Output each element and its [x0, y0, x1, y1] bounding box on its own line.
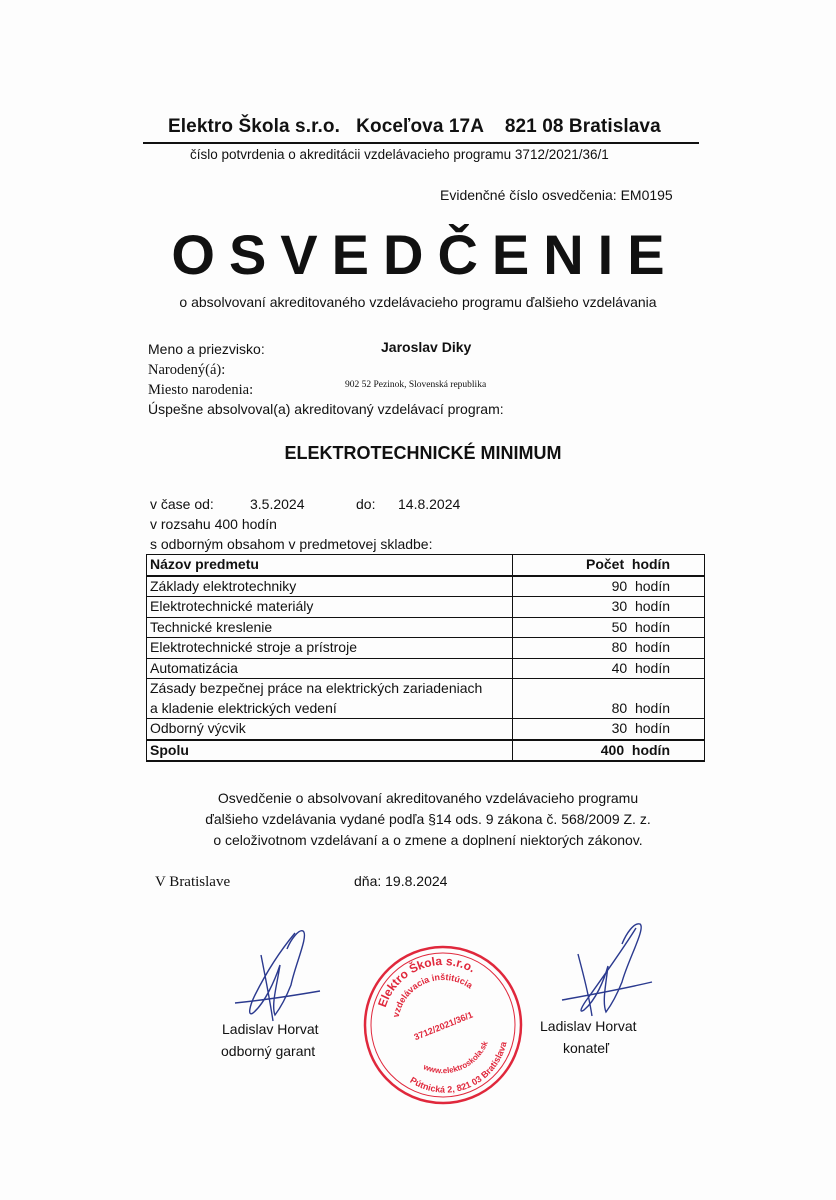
signature-right-name: Ladislav Horvat	[540, 1018, 637, 1034]
period-to-label: do:	[356, 496, 376, 512]
signature-right-image	[548, 920, 658, 1020]
accreditation-number: číslo potvrdenia o akreditácii vzdelávacieho programu 3712/2021/36/1	[190, 147, 609, 162]
table-row	[147, 617, 705, 638]
period-to-value: 14.8.2024	[398, 496, 461, 512]
stamp-number: 3712/2021/36/1	[412, 1009, 475, 1043]
table-row	[147, 679, 705, 699]
signature-left-role: odborný garant	[221, 1043, 316, 1059]
signature-left-image	[225, 925, 335, 1025]
period-from-value: 3.5.2024	[250, 496, 305, 512]
company-city: 821 08 Bratislava	[504, 116, 661, 137]
stamp-inner-bottom: www.elektroskola.sk	[422, 1039, 490, 1076]
company-name: Elektro Škola s.r.o.	[168, 116, 341, 137]
birthplace-value: 902 52 Pezinok, Slovenská republika	[345, 380, 487, 390]
table-row	[147, 576, 705, 597]
table-header-row	[147, 555, 705, 576]
table-row	[147, 597, 705, 618]
signature-left-name: Ladislav Horvat	[222, 1021, 319, 1037]
subject-hours: 90 hodín	[513, 576, 705, 597]
subject-hours: 40 hodín	[513, 658, 705, 679]
stamp-outer-top: Elektro Škola s.r.o.	[375, 953, 478, 1009]
evidence-number	[440, 187, 673, 203]
table-row	[147, 699, 705, 719]
date-line	[354, 873, 447, 889]
evidence-label: Evidenčné číslo osvedčenia:	[440, 187, 617, 203]
document-title: OSVEDČENIE	[171, 223, 679, 286]
period-from-label: v čase od:	[150, 496, 214, 512]
subject-name: Automatizácia	[147, 658, 513, 679]
birthplace-label: Miesto narodenia:	[148, 382, 254, 398]
place-text: V Bratislave	[155, 874, 231, 890]
subject-name: Odborný výcvik	[147, 719, 513, 740]
name-label: Meno a priezvisko:	[148, 341, 265, 357]
table-header-subject: Názov predmetu	[147, 555, 513, 576]
scope-text: v rozsahu 400 hodín	[150, 516, 277, 532]
legal-note-line-1: Osvedčenie o absolvovaní akreditovaného vzdelávacieho programu	[217, 790, 639, 806]
subjects-table	[146, 554, 705, 762]
stamp-outer-bottom: Pútnická 2, 821 03 Bratislava	[408, 1040, 509, 1095]
company-street: Koceľova 17A	[356, 116, 484, 137]
table-row	[147, 719, 705, 740]
document-subtitle: o absolvovaní akreditovaného vzdelávacieho programu ďalšieho vzdelávania	[179, 294, 657, 310]
evidence-value: EM0195	[620, 187, 673, 203]
subject-name: a kladenie elektrických vedení	[147, 699, 513, 719]
completed-label: Úspešne absolvoval(a) akreditovaný vzdelávací program:	[148, 401, 504, 417]
table-header-hours: Počet hodín	[513, 555, 705, 576]
legal-note-line-3: o celoživotnom vzdelávaní a o zmene a doplnení niektorých zákonov.	[213, 832, 643, 848]
table-row	[147, 658, 705, 679]
subject-name: Základy elektrotechniky	[147, 576, 513, 597]
subject-hours: 50 hodín	[513, 617, 705, 638]
subject-name: Zásady bezpečnej práce na elektrických zariadeniach	[147, 679, 513, 699]
table-row	[147, 638, 705, 659]
subject-name: Elektrotechnické stroje a prístroje	[147, 638, 513, 659]
name-value: Jaroslav Diky	[381, 339, 472, 355]
subject-name: Technické kreslenie	[147, 617, 513, 638]
legal-note-line-2: ďalšieho vzdelávania vydané podľa §14 ods. 9 zákona č. 568/2009 Z. z.	[205, 811, 651, 827]
stamp-inner-top: vzdelávacia inštitúcia	[390, 971, 475, 1019]
program-title: ELEKTROTECHNICKÉ MINIMUM	[284, 443, 562, 463]
subject-hours: 80 hodín	[513, 638, 705, 659]
born-label: Narodený(á):	[148, 362, 226, 378]
issuer-line	[168, 116, 661, 138]
date-value: 19.8.2024	[385, 873, 448, 889]
institution-stamp	[358, 940, 528, 1110]
signature-right-role: konateľ	[563, 1040, 610, 1056]
total-hours: 400 hodín	[513, 740, 705, 762]
subject-name: Elektrotechnické materiály	[147, 597, 513, 618]
subject-hours	[513, 679, 705, 699]
table-total-row	[147, 740, 705, 762]
subject-hours: 30 hodín	[513, 719, 705, 740]
date-label: dňa:	[354, 873, 382, 889]
subject-hours: 30 hodín	[513, 597, 705, 618]
content-text: s odborným obsahom v predmetovej skladbe:	[150, 536, 433, 552]
subject-hours: 80 hodín	[513, 699, 705, 719]
header-divider	[143, 142, 699, 144]
total-label: Spolu	[147, 740, 513, 762]
